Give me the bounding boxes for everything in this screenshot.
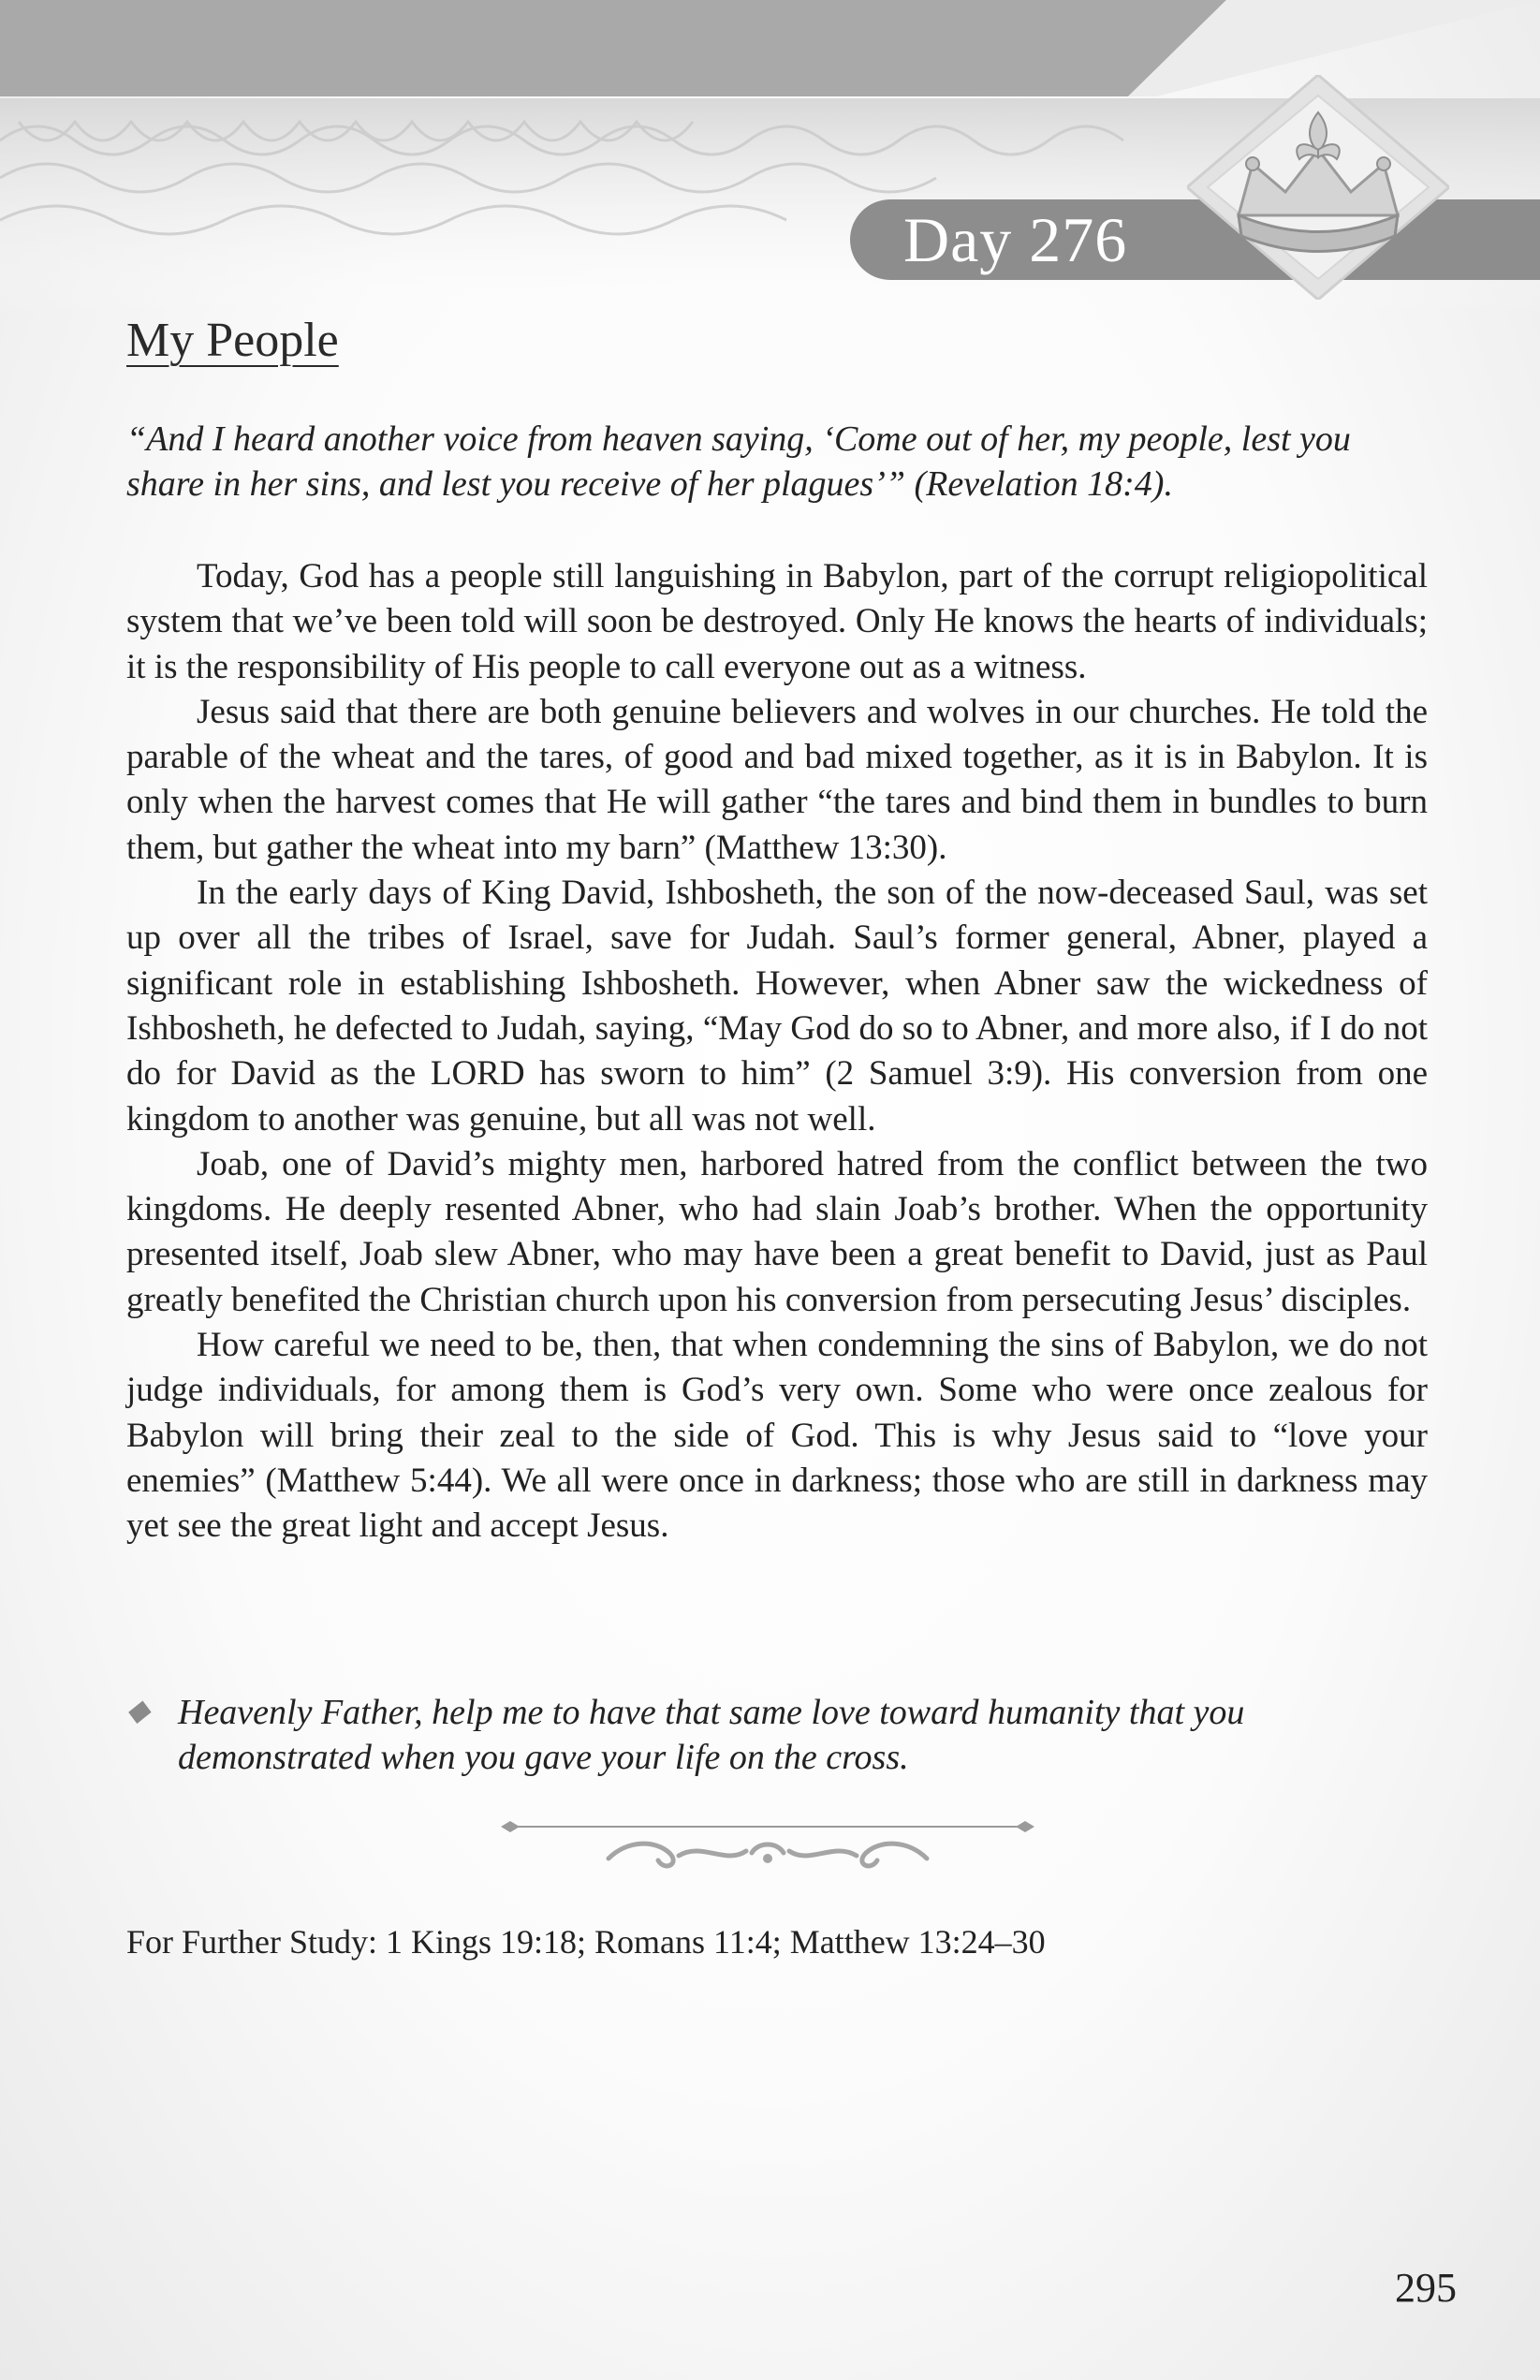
paragraph: Today, God has a people still languishing in Babylon, part of the corrupt religiopolitical system that we’ve been told will soon be destroyed. Only He knows the hearts of individuals; it is the responsibility of His people to call everyone out as a witness. (126, 557, 1428, 686)
page-number: 295 (1395, 2265, 1457, 2311)
day-label: Day 276 (903, 204, 1128, 275)
paragraph: Jesus said that there are both genuine believers and wolves in our churches. He told the parable of the wheat and the tares, of good and bad mixed together, as it is in Babylon. It is only when the harvest comes that He will gather “the tares and bind them in bundles to burn them, but gather the wheat into my barn” (Matthew 13:30). (126, 692, 1428, 867)
prayer-block (126, 1690, 1428, 1780)
prayer-text: Heavenly Father, help me to have that same love toward humanity that you demonstrated when you gave your life on the cross. (178, 1693, 1245, 1777)
paragraph: How careful we need to be, then, that when condemning the sins of Babylon, we do not judge individuals, for among them is God’s very own. Some who were once zealous for Babylon will bring their zeal to the side of God. This is why Jesus said to “love your enemies” (Matthew 5:44). We all were once in darkness; those who are still in darkness may yet see the great light and accept Jesus. (126, 1326, 1428, 1546)
paragraph: Joab, one of David’s mighty men, harbored hatred from the conflict between the two kingdoms. He deeply resented Abner, who had slain Joab’s brother. When the opportunity presented itself, Joab slew Abner, who may have been a great benefit to David, just as Paul greatly benefited the Christian church upon his conversion from persecuting Jesus’ disciples. (126, 1144, 1428, 1319)
diamond-bullet-icon: ◆ (126, 1693, 150, 1726)
devotional-body (126, 554, 1428, 1550)
further-study: For Further Study: 1 Kings 19:18; Romans 11:4; Matthew 13:24–30 (126, 1923, 1046, 1961)
crown-icon (1187, 75, 1449, 300)
page-title: My People (126, 314, 339, 367)
scripture-verse: “And I heard another voice from heaven saying, ‘Come out of her, my people, lest you share in her sins, and lest you receive of her plagues’” (Revelation 18:4). (126, 419, 1351, 504)
scroll-ornament-icon (501, 1814, 1034, 1879)
paragraph: In the early days of King David, Ishbosheth, the son of the now-deceased Saul, was set up over all the tribes of Israel, save for Judah. Saul’s former general, Abner, played a significant role in establishing Ishbosheth. However, when Abner saw the wickedness of Ishbosheth, he defected to Judah, saying, “May God do so to Abner, and more also, if I do not do for David as the LORD has sworn to him” (2 Samuel 3:9). His conversion from one kingdom to another was genuine, but all was not well. (126, 874, 1428, 1139)
